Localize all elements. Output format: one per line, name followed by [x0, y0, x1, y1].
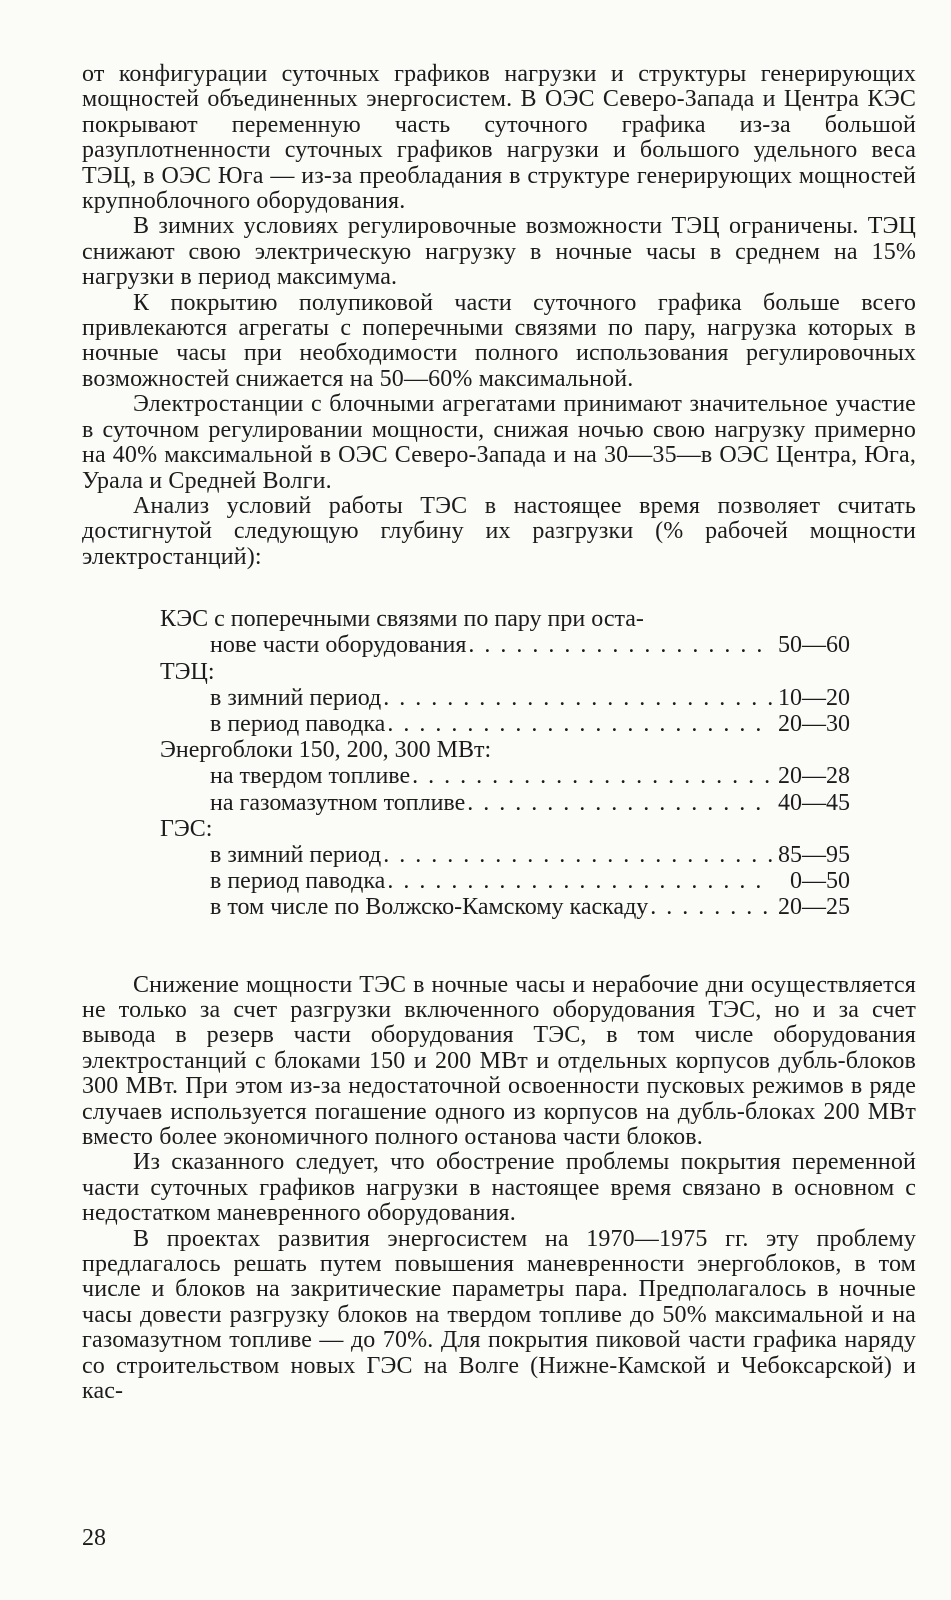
leader-dots — [650, 894, 772, 920]
row-label: в том числе по Волжско-Камскому каскаду — [210, 894, 649, 921]
paragraph-5: Анализ условий работы ТЭС в настоящее время позволяет считать достигнутой следующую глубину их разгрузки (% рабочей мощности электростанций): — [82, 492, 916, 570]
row-label: нове части оборудования — [210, 632, 467, 659]
paragraph-4: Электростанции с блочными агрегатами принимают значительное участие в суточном регулировании мощности, снижая ночью свою нагрузку примерно на 40% максимальной в ОЭС Северо-Запада и на 30—35—в ОЭС Центра, Юга, Урала и Средней Волги. — [82, 391, 916, 494]
leader-dots — [467, 790, 772, 816]
row-label: в период паводка — [210, 868, 386, 895]
row-label: КЭС с поперечными связями по пару при оста- — [160, 606, 644, 633]
paragraph-3: К покрытию полупиковой части суточного графика больше всего привлекаются агрегаты с поперечными связями по пару, нагрузка которых в ночные часы при необходимости полного использования регулировочных возможностей снижается на 50—60% максимальной. — [82, 289, 916, 392]
row-label: в период паводка — [210, 710, 386, 737]
paragraph-8: В проектах развития энергосистем на 1970—1975 гг. эту проблему предлагалось решать путем повышения маневренности энергоблоков, в том числе и блоков на закритические параметры пара. Предполагалось в ночные часы довести разгрузку блоков на твердом топливе до 50% максимальной и на газомазутном топливе — до 70%. Для покрытия пиковой части графика наряду со строительством новых ГЭС на Волге (Нижне-Камской и Чебоксарской) и кас- — [82, 1225, 916, 1405]
row-value: 85—95 — [778, 841, 850, 868]
leader-dots — [383, 685, 772, 711]
leader-dots — [468, 632, 772, 658]
table-row — [160, 763, 850, 789]
row-value: 0—50 — [790, 868, 850, 895]
group-label: ГЭС: — [160, 815, 213, 842]
row-label: на твердом топливе — [210, 763, 411, 790]
row-value: 40—45 — [778, 789, 850, 816]
table-row — [160, 632, 850, 658]
table-row — [160, 711, 850, 737]
row-value: 20—28 — [778, 763, 850, 790]
table-row — [160, 685, 850, 711]
paragraph-6: Снижение мощности ТЭС в ночные часы и нерабочие дни осуществляется не только за счет разгрузки включенного оборудования ТЭС, но и за счет вывода в резерв части оборудования ТЭС, в том числе оборудования электростанций с блоками 150 и 200 МВт и отдельных корпусов дубль-блоков 300 МВт. При этом из-за недостаточной освоенности пусковых режимов в ряде случаев используется погашение одного из корпусов на дубль-блоках 200 МВт вместо более экономичного полного останова части блоков. — [82, 971, 916, 1150]
table-group-header — [160, 659, 850, 685]
leader-dots — [387, 711, 772, 737]
table-row — [160, 606, 850, 632]
row-value: 10—20 — [778, 684, 850, 711]
table-row — [160, 842, 850, 868]
leader-dots — [387, 868, 772, 894]
row-label: на газомазутном топливе — [210, 789, 466, 816]
leader-dots — [383, 842, 772, 868]
table-group-header — [160, 737, 850, 763]
table-row — [160, 790, 850, 816]
group-label: ТЭЦ: — [160, 658, 215, 685]
row-label: в зимний период — [210, 841, 382, 868]
table-row — [160, 894, 850, 920]
page-number: 28 — [82, 1525, 106, 1551]
unloading-depth-table — [82, 606, 850, 920]
table-row — [160, 868, 850, 894]
paragraph-1: от конфигурации суточных графиков нагрузки и структуры генерирующих мощностей объединенных энергосистем. В ОЭС Северо-Запада и Центра КЭС покрывают переменную часть суточного графика из-за большой разуплотненности суточных графиков нагрузки и большого удельного веса ТЭЦ, в ОЭС Юга — из-за преобладания в структуре генерирующих мощностей крупноблочного оборудования. — [82, 61, 916, 215]
leader-dots — [412, 763, 772, 789]
row-value: 50—60 — [778, 632, 850, 659]
row-value: 20—30 — [778, 710, 850, 737]
paragraph-7: Из сказанного следует, что обострение проблемы покрытия переменной части суточных графиков нагрузки в настоящее время связано в основном с недостатком маневренного оборудования. — [82, 1149, 916, 1227]
row-value: 20—25 — [778, 894, 850, 921]
paragraph-2: В зимних условиях регулировочные возможности ТЭЦ ограничены. ТЭЦ снижают свою электрическую нагрузку в ночные часы в среднем на 15% нагрузки в период максимума. — [82, 213, 916, 291]
group-label: Энергоблоки 150, 200, 300 МВт: — [160, 737, 492, 764]
row-label: в зимний период — [210, 684, 382, 711]
table-group-header — [160, 816, 850, 842]
